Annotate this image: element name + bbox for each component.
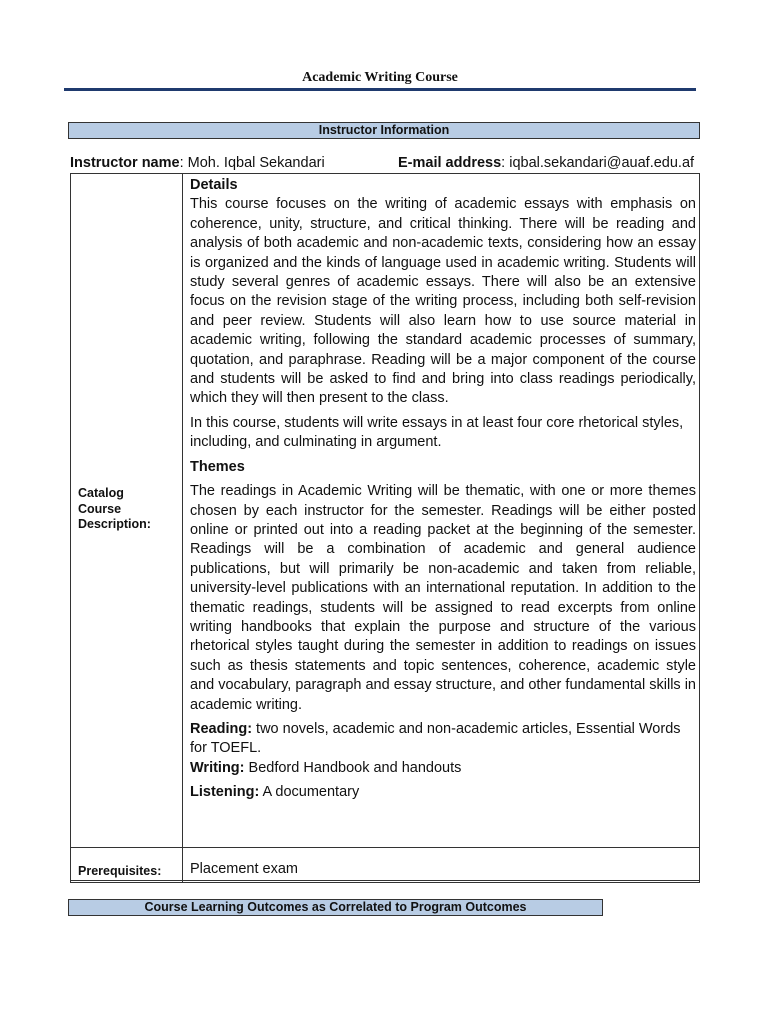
email-group [398,155,694,171]
table-row-divider [70,880,700,881]
writing-text: Bedford Handbook and handouts [244,759,462,776]
course-description-content [190,176,696,803]
email-value: : iqbal.sekandari@auaf.edu.af [501,155,695,171]
document-title: Academic Writing Course [302,70,458,85]
learning-outcomes-header: Course Learning Outcomes as Correlated to Program Outcomes [68,899,603,916]
details-paragraph: This course focuses on the writing of academic essays with emphasis on coherence, unity, structure, and critical thinking. There will be reading and analysis of both academic and non-academic texts, considering how an essay is organized and the kinds of language used in academic writing. Students will study several genres of academic essays. There will also be an extensive focus on the revision stage of the writing process, including both self-revision and peer review. Students will also learn how to use source material in academic writing, following the standard academic processes of summary, quotation, and paraphrase. Reading will be a major component of the course and students will be asked to find and bring into class readings periodically, which they will then present to the class. [190,196,696,407]
listening-label: Listening: [190,784,260,801]
reading-text: two novels, academic and non-academic articles, Essential Words for TOEFL. [190,720,681,757]
writing-label: Writing: [190,759,245,776]
catalog-course-description-label [78,486,178,533]
catalog-label-line: Description: [78,517,151,531]
table-column-divider [182,173,183,882]
instructor-name-label: Instructor name [70,155,180,171]
catalog-label-line: Catalog [78,486,124,500]
title-rule [64,88,696,91]
themes-paragraph: The readings in Academic Writing will be thematic, with one or more themes chosen by each instructor for the semester. Readings will be either posted online or printed out into a reading packet at the beginning of the semester. Readings will be a combination of academic and general audience publications, but will primarily be non-academic and taken from reliable, university-level publications with an international reputation. In addition to the thematic readings, students will be assigned to read excerpts from online writing handbooks that explain the purpose and structure of the various rhetorical styles taught during the semester in addition to readings on issues such as thesis statements and topic sentences, coherence, academic style and vocabulary, paragraph and essay structure, and other fundamental skills in academic writing. [190,483,696,713]
instructor-line [70,155,730,171]
prerequisites-label: Prerequisites: [78,864,162,878]
prerequisites-value: Placement exam [190,861,298,877]
reading-label: Reading: [190,720,253,737]
details-paragraph-2: In this course, students will write essays in at least four core rhetorical styles, including, and culminating in argument. [190,414,684,451]
email-label: E-mail address [398,155,502,171]
catalog-label-line: Course [78,501,122,516]
themes-heading: Themes [190,458,245,475]
writing-line [190,759,696,778]
table-row-divider [70,847,700,848]
instructor-information-header: Instructor Information [68,122,700,139]
instructor-name: : Moh. Iqbal Sekandari [179,155,325,171]
reading-line [190,720,696,759]
listening-line [190,783,696,802]
details-heading: Details [190,177,238,193]
listening-text: A documentary [259,784,360,801]
